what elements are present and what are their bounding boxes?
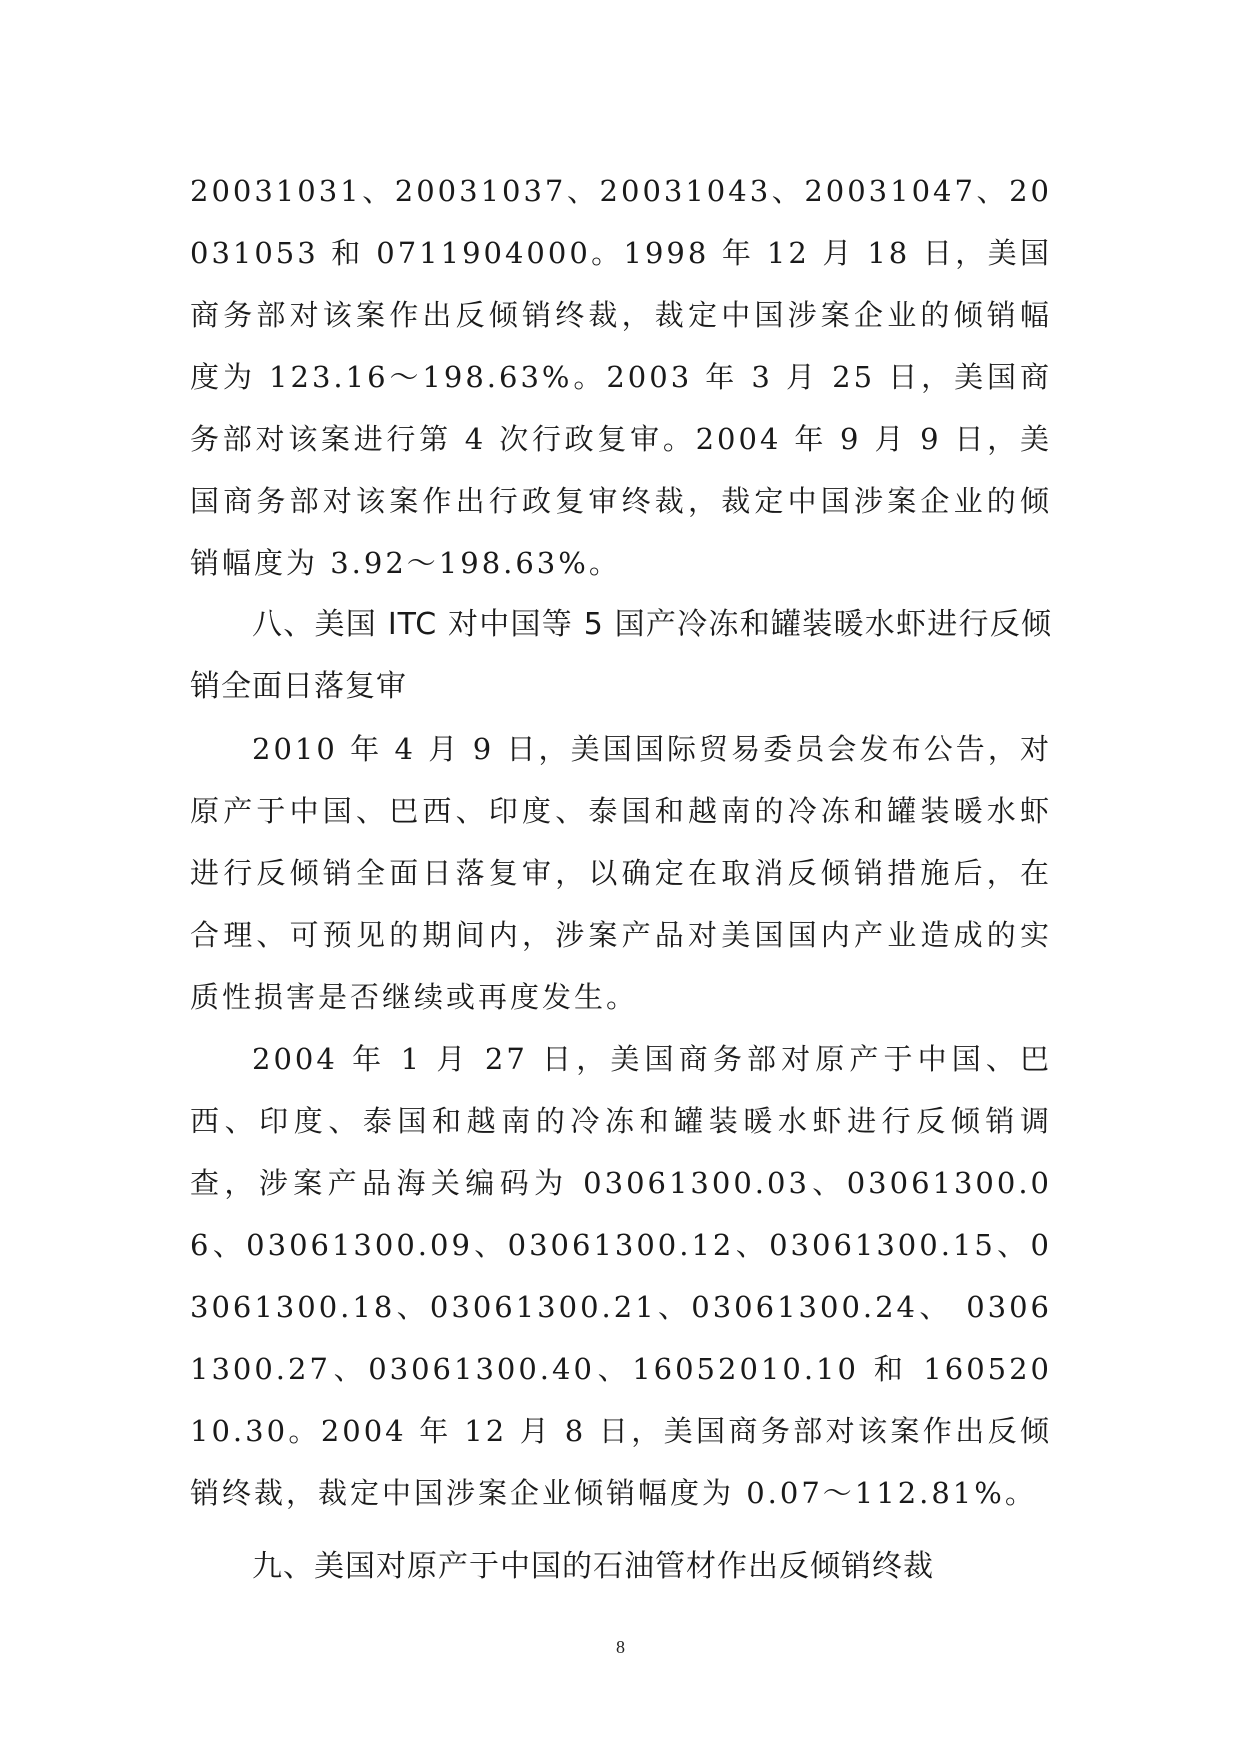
paragraph-continued: 20031031、20031037、20031043、20031047、20031053 和 0711904000。1998 年 12 月 18 日，美国商务部对该案作出反倾销终裁，裁定中国涉案企业的倾销幅度为 123.16～198.63%。2003 年 3 月 25 日，美国商务部对该案进行第 4 次行政复审。2004 年 9 月 9 日，美国商务部对该案作出行政复审终裁，裁定中国涉案企业的倾销幅度为 3.92～198.63%。 [190,174,1052,580]
paragraph-investigation-history: 2004 年 1 月 27 日，美国商务部对原产于中国、巴西、印度、泰国和越南的冷冻和罐装暖水虾进行反倾销调查，涉案产品海关编码为 03061300.03、03061300.06、03061300.09、03061300.12、03061300.15、03061300.18、03061300.21、03061300.24、 03061300.27、03061300.40、16052010.10 和 16052010.30。2004 年 12 月 8 日，美国商务部对该案作出反倾销终裁，裁定中国涉案企业倾销幅度为 0.07～112.81%。 [190,1042,1052,1510]
section-heading-8: 八、美国 ITC 对中国等 5 国产冷冻和罐装暖水虾进行反倾销全面日落复审 [190,607,1052,704]
section-heading-9: 九、美国对原产于中国的石油管材作出反倾销终裁 [252,1549,934,1584]
page-number: 8 [616,1637,625,1657]
paragraph-sunset-review: 2010 年 4 月 9 日，美国国际贸易委员会发布公告，对原产于中国、巴西、印度、泰国和越南的冷冻和罐装暖水虾进行反倾销全面日落复审，以确定在取消反倾销措施后，在合理、可预见的期间内，涉案产品对美国国内产业造成的实质性损害是否继续或再度发生。 [190,732,1052,1014]
page-body [190,160,1052,1598]
